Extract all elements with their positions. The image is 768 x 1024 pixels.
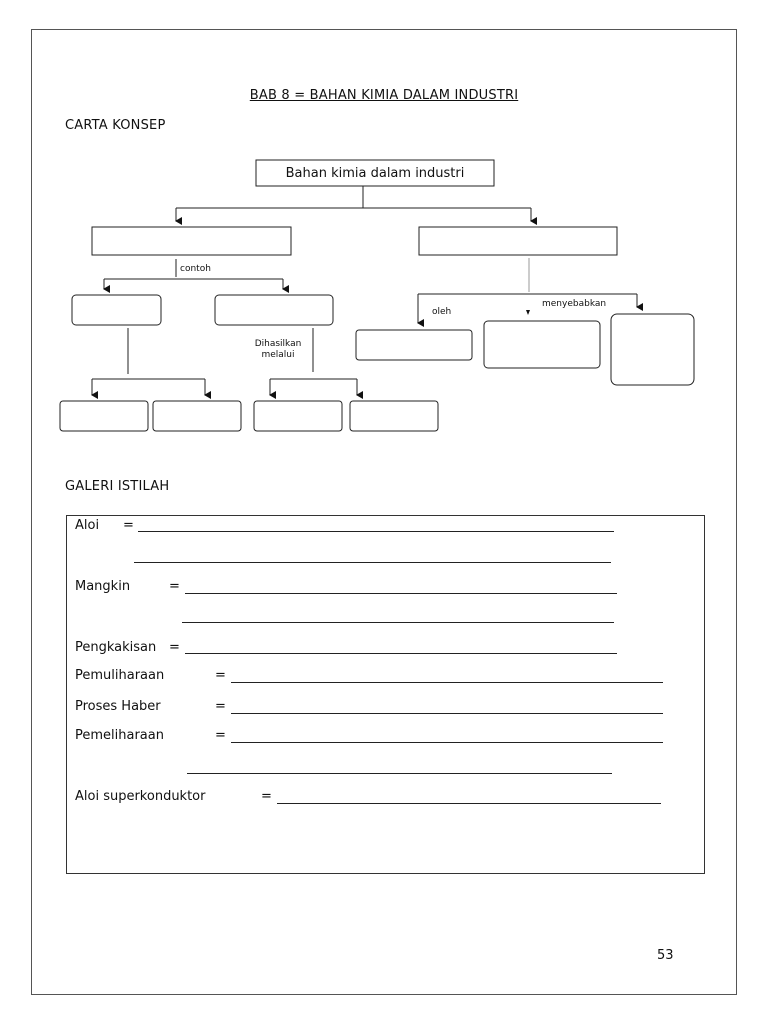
label-melalui: melalui xyxy=(261,350,295,360)
page-number: 53 xyxy=(657,948,674,963)
term-pemeliharaan: Pemeliharaan xyxy=(75,728,164,743)
equals-mangkin: = xyxy=(169,579,180,594)
answer-line-pemeliharaan-1[interactable] xyxy=(231,742,663,743)
equals-pemeliharaan: = xyxy=(215,728,226,743)
blank-box-right-level1 xyxy=(419,227,617,255)
term-aloi-superkonduktor: Aloi superkonduktor xyxy=(75,789,206,804)
small-arrow-mark xyxy=(526,310,530,315)
term-aloi: Aloi xyxy=(75,518,100,533)
blank-box-process-1 xyxy=(254,401,342,431)
term-pengkakisan: Pengkakisan xyxy=(75,640,157,655)
document-title: BAB 8 = BAHAN KIMIA DALAM INDUSTRI xyxy=(249,88,519,103)
term-pemuliharaan: Pemuliharaan xyxy=(75,668,165,683)
root-concept-label: Bahan kimia dalam industri xyxy=(285,166,465,181)
blank-box-sub-1 xyxy=(60,401,148,431)
blank-box-sub-2 xyxy=(153,401,241,431)
answer-line-aloi-1[interactable] xyxy=(138,531,614,532)
answer-line-aloi-2[interactable] xyxy=(134,562,611,563)
blank-box-left-level1 xyxy=(92,227,291,255)
answer-line-mangkin-2[interactable] xyxy=(182,622,614,623)
glossary-heading: GALERI ISTILAH xyxy=(65,479,170,494)
blank-box-causes xyxy=(611,314,694,385)
equals-proses-haber: = xyxy=(215,699,226,714)
equals-pemuliharaan: = xyxy=(215,668,226,683)
term-proses-haber: Proses Haber xyxy=(75,699,161,714)
term-mangkin: Mangkin xyxy=(75,579,131,594)
answer-line-proses-haber[interactable] xyxy=(231,713,663,714)
glossary-box xyxy=(66,515,705,874)
blank-box-process-2 xyxy=(350,401,438,431)
answer-line-pemeliharaan-2[interactable] xyxy=(187,773,612,774)
blank-box-middle-right xyxy=(484,321,600,368)
label-oleh: oleh xyxy=(432,307,452,317)
blank-box-by xyxy=(356,330,472,360)
label-contoh: contoh xyxy=(180,264,211,274)
concept-map-heading: CARTA KONSEP xyxy=(65,118,166,133)
label-menyebabkan: menyebabkan xyxy=(542,299,607,309)
equals-pengkakisan: = xyxy=(169,640,180,655)
answer-line-aloi-superkonduktor[interactable] xyxy=(277,803,661,804)
equals-aloi: = xyxy=(123,518,134,533)
answer-line-pemuliharaan[interactable] xyxy=(231,682,663,683)
answer-line-mangkin-1[interactable] xyxy=(185,593,617,594)
concept-map-diagram xyxy=(0,0,768,470)
label-dihasilkan: Dihasilkan xyxy=(254,339,302,349)
blank-box-example-1 xyxy=(72,295,161,325)
answer-line-pengkakisan[interactable] xyxy=(185,653,617,654)
equals-aloi-superkonduktor: = xyxy=(261,789,272,804)
blank-box-example-2 xyxy=(215,295,333,325)
